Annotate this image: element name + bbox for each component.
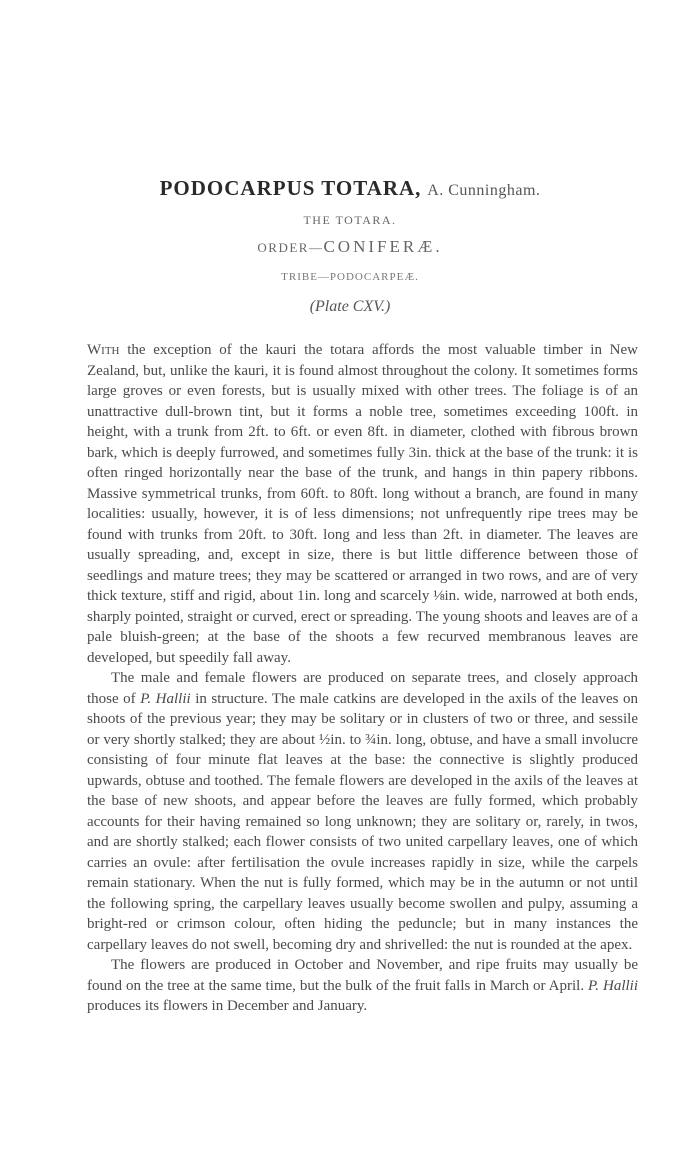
paragraph-1 [87, 340, 638, 668]
species-author: A. Cunningham. [427, 182, 541, 199]
body-text [87, 340, 638, 1017]
paragraph-3-text-b: produces its flowers in December and January. [87, 998, 368, 1014]
plate-reference: (Plate CXV.) [309, 298, 391, 315]
paragraph-3 [87, 955, 638, 1017]
paragraph-2 [87, 668, 638, 955]
common-name: THE TOTARA. [303, 213, 397, 227]
order-prefix: ORDER— [257, 240, 324, 255]
paragraph-2-text-a: The male and female flowers are produced on separate trees, and closely approach those of [87, 670, 638, 707]
paragraph-3-text-a: The flowers are produced in October and November, and ripe fruits may usually be found on the tree at the same time, but the bulk of the fruit falls in March or April. [87, 957, 638, 994]
paragraph-3-species: P. Hallii [588, 977, 638, 994]
paragraph-2-species: P. Hallii [140, 690, 191, 707]
paragraph-1-text: the exception of the kauri the totara affords the most valuable timber in New Zealand, but, unlike the kauri, it is found almost throughout the colony. It sometimes forms large groves or even forests, but is usually mixed with other trees. The foliage is of an unattractive dull-brown tint, but it forms a noble tree, sometimes exceeding 100ft. in height, with a trunk from 2ft. to 6ft. or even 8ft. in diameter, clothed with fibrous brown bark, which is deeply furrowed, and sometimes fully 3in. thick at the base of the trunk: it is often ringed horizontally near the base of the trunk, and hangs in thin papery ribbons. Massive symmetrical trunks, from 60ft. to 80ft. long without a branch, are found in many localities: usually, however, it is of less dimensions; not unfrequently ripe trees may be found with trunks from 20ft. to 30ft. long and less than 2ft. in diameter. The leaves are usually spreading, and, except in size, there is but little difference between those of seedlings and mature trees; they may be scattered or arranged in two rows, and are of very thick texture, stiff and rigid, about 1in. long and scarcely ⅛in. wide, narrowed at both ends, sharply pointed, straight or curved, erect or spreading. The young shoots and leaves are of a pale bluish-green; at the base of the shoots a few recurved membranous leaves are developed, but speedily fall away. [87, 342, 638, 666]
order-heading [0, 237, 700, 257]
species-name: PODOCARPUS TOTARA, [159, 176, 422, 200]
tribe-heading: TRIBE—PODOCARPEÆ. [281, 271, 419, 283]
paragraph-lead-word: With [87, 342, 120, 358]
paragraph-2-text-b: in structure. The male catkins are developed in the axils of the leaves on shoots of the previous year; they may be solitary or in clusters of two or three, and sessile or very shortly stalked; they are about ½in. to ¾in. long, obtuse, and have a small involucre consisting of four minute flat leaves at the base: the connective is slightly produced upwards, obtuse and toothed. The female flowers are developed in the axils of the leaves at the base of new shoots, and appear before the leaves are fully formed, which probably accounts for their having remained so long unknown; they are solitary or, rarely, in twos, and are shortly stalked; each flower consists of two united carpellary leaves, one of which carries an ovule: after fertilisation the ovule increases rapidly in size, while the carpels remain stationary. When the nut is fully formed, which may be in the autumn or not until the following spring, the carpellary leaves usually become swollen and pulpy, assuming a bright-red or crimson colour, often hiding the peduncle; but in many instances the carpellary leaves do not swell, becoming dry and shrivelled: the nut is rounded at the apex. [87, 690, 638, 953]
species-title [0, 176, 700, 201]
order-name: CONIFERÆ. [323, 237, 443, 256]
